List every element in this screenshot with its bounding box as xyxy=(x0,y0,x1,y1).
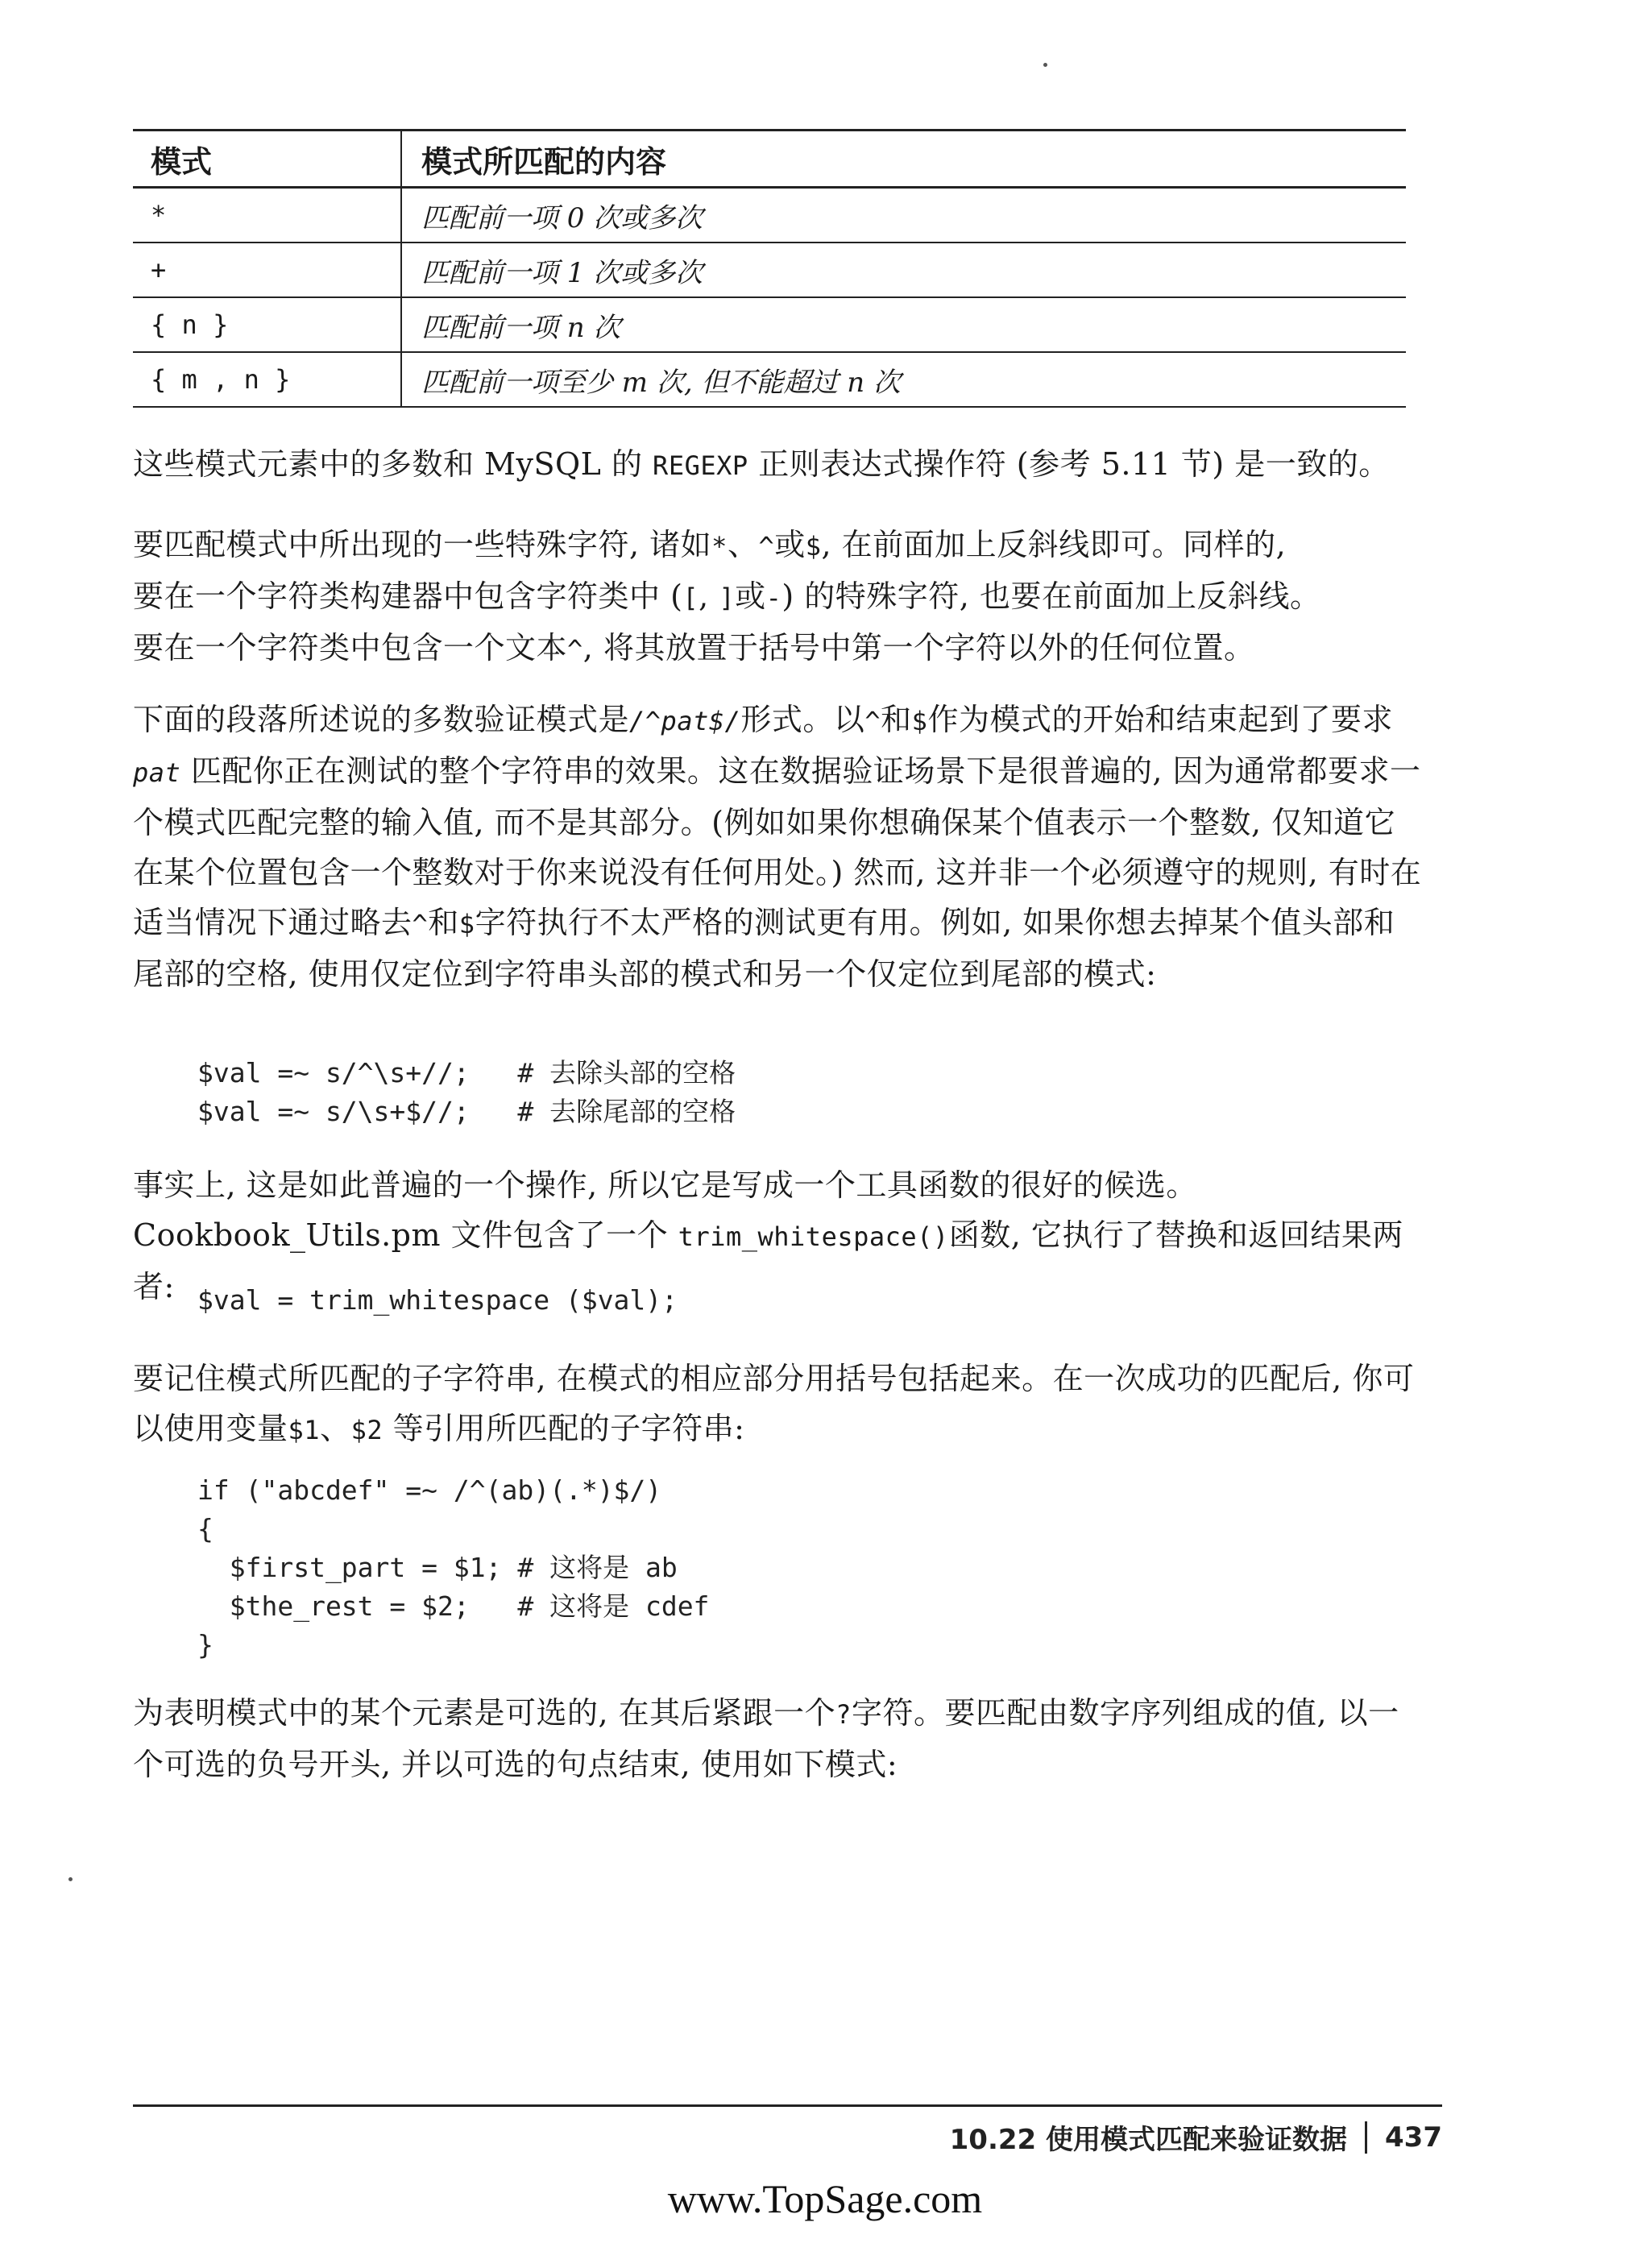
meaning-cell: 匹配前一项 1 次或多次 xyxy=(401,243,1406,297)
table-row xyxy=(133,352,1406,407)
inline-code: ] xyxy=(719,583,736,613)
table-row xyxy=(133,243,1406,297)
text: 或 xyxy=(735,578,766,614)
code-block-trim: $val =~ s/^\s+//; # 去除头部的空格 $val =~ s/\s+$//; # 去除尾部的空格 xyxy=(197,1057,736,1127)
paragraph-anchors xyxy=(133,694,1422,999)
table-header-row xyxy=(133,131,1406,188)
watermark: www.TopSage.com xyxy=(667,2176,983,2221)
code-block-trim-call: $val = trim_whitespace ($val); xyxy=(197,1284,678,1316)
meaning-cell: 匹配前一项 n 次 xyxy=(401,297,1406,352)
text: 匹配你正在测试的整个字符串的效果。这在数据验证场景下是很普遍的, 因为通常都要求一个模式匹配完整的输入值, 而不是其部分。(例如如果你想确保某个值表示一个整数, 仅知道它在某个位置包含一个整数对于你来说没有任何用处。) 然而, 这并非一个必须遵守的规则, 有时在适当情况下通过略去 xyxy=(133,753,1422,940)
text: 等引用所匹配的子字符串: xyxy=(383,1411,745,1446)
inline-code: ^ xyxy=(567,634,583,665)
text: , 在前面加上反斜线即可。同样的, xyxy=(821,527,1287,562)
text: 和 xyxy=(881,702,912,737)
text: 、 xyxy=(727,527,759,562)
inline-code: ? xyxy=(835,1699,852,1730)
paragraph-special-chars xyxy=(133,520,1422,674)
page-number: 437 xyxy=(1385,2121,1442,2154)
inline-code: ^ xyxy=(412,909,429,939)
footer-separator xyxy=(1365,2121,1367,2154)
text: 这些模式元素中的多数和 MySQL 的 xyxy=(133,446,653,482)
table-row xyxy=(133,297,1406,352)
text: 要在一个字符类中包含一个文本 xyxy=(133,630,568,665)
text: ) 的特殊字符, 也要在前面加上反斜线。 xyxy=(781,578,1321,614)
footer-rule xyxy=(133,2104,1442,2107)
pattern-cell: + xyxy=(133,243,401,297)
text: 下面的段落所述说的多数验证模式是 xyxy=(133,702,630,737)
inline-code: $ xyxy=(805,531,822,562)
text: 要匹配模式中所出现的一些特殊字符, 诸如 xyxy=(133,527,712,562)
text: 要在一个字符类构建器中包含字符类中 ( xyxy=(133,578,683,614)
text: , xyxy=(699,578,719,614)
inline-code: $2 xyxy=(350,1415,383,1445)
pattern-table xyxy=(133,129,1406,408)
code-block-capture: if ("abcdef" =~ /^(ab)(.*)$/) { $first_part = $1; # 这将是 ab $the_rest = $2; # 这将是 cdef } xyxy=(197,1474,710,1661)
scan-speck xyxy=(1043,63,1047,67)
table-row xyxy=(133,188,1406,243)
column-header-pattern: 模式 xyxy=(133,131,401,188)
text: 要记住模式所匹配的子字符串, 在模式的相应部分用括号包括起来。在一次成功的匹配后, 你可以使用变量 xyxy=(133,1361,1415,1446)
pattern-cell: * xyxy=(133,188,401,243)
text: 作为模式的开始和结束起到了要求 xyxy=(927,702,1393,737)
inline-code: $1 xyxy=(288,1415,321,1445)
meaning-cell: 匹配前一项至少 m 次, 但不能超过 n 次 xyxy=(401,352,1406,407)
inline-code: - xyxy=(765,583,782,613)
inline-code: ^ xyxy=(864,706,881,736)
footer-section-title: 10.22 使用模式匹配来验证数据 xyxy=(949,2124,1348,2156)
text: 或 xyxy=(774,527,806,562)
scan-speck xyxy=(68,1877,73,1881)
running-footer xyxy=(950,2117,1442,2157)
text: 函数, 它执行了替换和返回结果两者: xyxy=(133,1217,1403,1304)
paragraph-capture-groups xyxy=(133,1354,1422,1455)
meaning-cell: 匹配前一项 0 次或多次 xyxy=(401,188,1406,243)
inline-code: REGEXP xyxy=(653,450,748,481)
inline-code: pat xyxy=(133,757,181,788)
inline-code: * xyxy=(711,531,728,562)
text: 为表明模式中的某个元素是可选的, 在其后紧跟一个 xyxy=(133,1695,836,1731)
text: , 将其放置于括号中第一个字符以外的任何位置。 xyxy=(582,630,1255,665)
inline-code: ^ xyxy=(758,531,775,562)
text: 正则表达式操作符 (参考 5.11 节) 是一致的。 xyxy=(748,446,1390,482)
inline-code: trim_whitespace() xyxy=(678,1221,949,1252)
pattern-cell: { m , n } xyxy=(133,352,401,407)
inline-code: $ xyxy=(458,909,475,939)
inline-code: $ xyxy=(911,706,928,736)
inline-code: [ xyxy=(682,583,699,613)
paragraph-optional xyxy=(133,1688,1422,1789)
column-header-meaning: 模式所匹配的内容 xyxy=(401,131,1406,188)
text: 和 xyxy=(428,905,459,940)
pattern-cell: { n } xyxy=(133,297,401,352)
text: 形式。以 xyxy=(740,702,865,737)
paragraph-regexp-note xyxy=(133,439,1422,491)
text: 、 xyxy=(320,1411,351,1446)
text: 字符执行不太严格的测试更有用。例如, 如果你想去掉某个值头部和尾部的空格, 使用仅定位到字符串头部的模式和另一个仅定位到尾部的模式: xyxy=(133,905,1395,992)
text: 字符。要匹配由数字序列组成的值, 以一个可选的负号开头, 并以可选的句点结束, 使用如下模式: xyxy=(133,1695,1399,1782)
inline-code: /^pat$/ xyxy=(629,706,741,736)
text: 事实上, 这是如此普遍的一个操作, 所以它是写成一个工具函数的很好的候选。Cookbook_Utils.pm 文件包含了一个 xyxy=(133,1167,1197,1253)
